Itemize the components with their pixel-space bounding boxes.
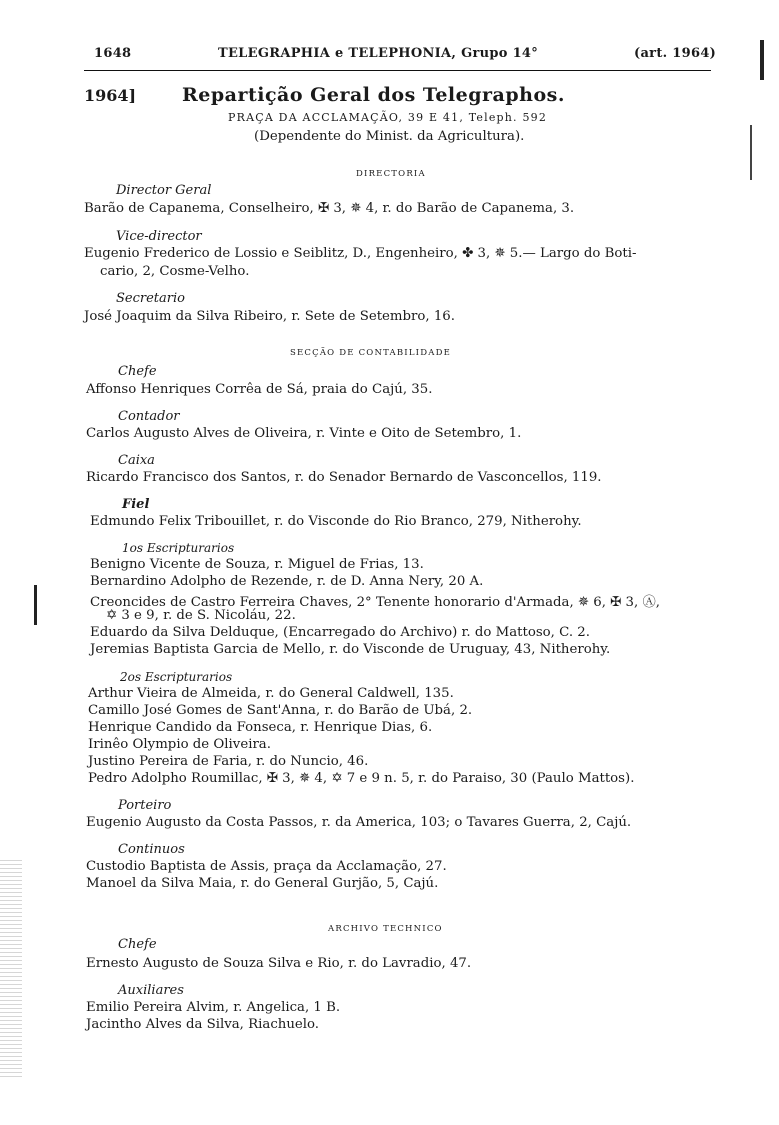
entry-line: cario, 2, Cosme-Velho. [100,264,250,279]
role-label: Vice-director [116,229,202,244]
role-label: Fiel [122,497,150,512]
page-number: 1648 [94,46,132,61]
entry-line: Bernardino Adolpho de Rezende, r. de D. Anna Nery, 20 A. [90,574,484,589]
entry-line: Arthur Vieira de Almeida, r. do General Caldwell, 135. [88,686,454,701]
entry-line: ✡ 3 e 9, r. de S. Nicoláu, 22. [106,608,296,623]
entry-line: Barão de Capanema, Conselheiro, ✠ 3, ✵ 4, r. do Barão de Capanema, 3. [84,201,575,216]
section-heading: SECÇÃO DE CONTABILIDADE [290,348,451,358]
entry-line: Ricardo Francisco dos Santos, r. do Senador Bernardo de Vasconcellos, 119. [86,470,602,485]
article-reference: (art. 1964) [634,46,717,61]
entry-dependence: (Dependente do Minist. da Agricultura). [254,129,525,144]
entry-line: Henrique Candido da Fonseca, r. Henrique Dias, 6. [88,720,433,735]
entry-line: Manoel da Silva Maia, r. do General Gurjão, 5, Cajú. [86,876,439,891]
role-label: Secretario [116,291,185,306]
role-label: Chefe [118,364,157,379]
header-rule [84,70,711,71]
entry-line: Eugenio Frederico de Lossio e Seiblitz, D., Engenheiro, ✤ 3, ✵ 5.— Largo do Boti- [84,246,637,261]
role-label: Auxiliares [118,983,184,998]
role-label: 2os Escripturarios [120,670,233,684]
entry-line: Benigno Vicente de Souza, r. Miguel de Frias, 13. [90,557,424,572]
entry-address: PRAÇA DA ACCLAMAÇÃO, 39 E 41, Teleph. 592 [228,111,548,124]
entry-line: Pedro Adolpho Roumillac, ✠ 3, ✵ 4, ✡ 7 e 9 n. 5, r. do Paraiso, 30 (Paulo Mattos). [88,771,635,786]
entry-title: Repartição Geral dos Telegraphos. [182,84,565,106]
entry-line: Jacintho Alves da Silva, Riachuelo. [86,1017,320,1032]
entry-line: Camillo José Gomes de Sant'Anna, r. do Barão de Ubá, 2. [88,703,473,718]
entry-number: 1964] [84,86,137,105]
entry-line: Ernesto Augusto de Souza Silva e Rio, r. do Lavradio, 47. [86,956,472,971]
entry-line: Jeremias Baptista Garcia de Mello, r. do Visconde de Uruguay, 43, Nitherohy. [90,642,611,657]
role-label: Director Geral [116,183,212,198]
scan-margin-mark [760,40,764,80]
entry-line: Affonso Henriques Corrêa de Sá, praia do Cajú, 35. [86,382,433,397]
role-label: Continuos [118,842,185,857]
entry-line: Justino Pereira de Faria, r. do Nuncio, 46. [88,754,369,769]
entry-line: Carlos Augusto Alves de Oliveira, r. Vinte e Oito de Setembro, 1. [86,426,522,441]
entry-line: Custodio Baptista de Assis, praça da Acclamação, 27. [86,859,447,874]
entry-line: Irinêo Olympio de Oliveira. [88,737,271,752]
entry-line: José Joaquim da Silva Ribeiro, r. Sete de Setembro, 16. [84,309,455,324]
role-label: Caixa [118,453,155,468]
entry-line: Emilio Pereira Alvim, r. Angelica, 1 B. [86,1000,341,1015]
role-label: Chefe [118,937,157,952]
section-heading: ARCHIVO TECHNICO [328,924,443,934]
running-title: TELEGRAPHIA e TELEPHONIA, Grupo 14° [218,46,539,61]
section-heading: DIRECTORIA [356,169,426,179]
scan-margin-mark [750,125,752,180]
scan-edge-noise [0,860,22,1080]
scan-margin-mark [34,585,37,625]
role-label: Porteiro [118,798,172,813]
entry-line: Edmundo Felix Tribouillet, r. do Visconde do Rio Branco, 279, Nitherohy. [90,514,582,529]
entry-line: Creoncides de Castro Ferreira Chaves, 2° Tenente honorario d'Armada, ✵ 6, ✠ 3, Ⓐ, [90,595,660,610]
entry-line: Eugenio Augusto da Costa Passos, r. da America, 103; o Tavares Guerra, 2, Cajú. [86,815,632,830]
role-label: Contador [118,409,180,424]
role-label: 1os Escripturarios [122,541,235,555]
entry-line: Eduardo da Silva Delduque, (Encarregado do Archivo) r. do Mattoso, C. 2. [90,625,590,640]
